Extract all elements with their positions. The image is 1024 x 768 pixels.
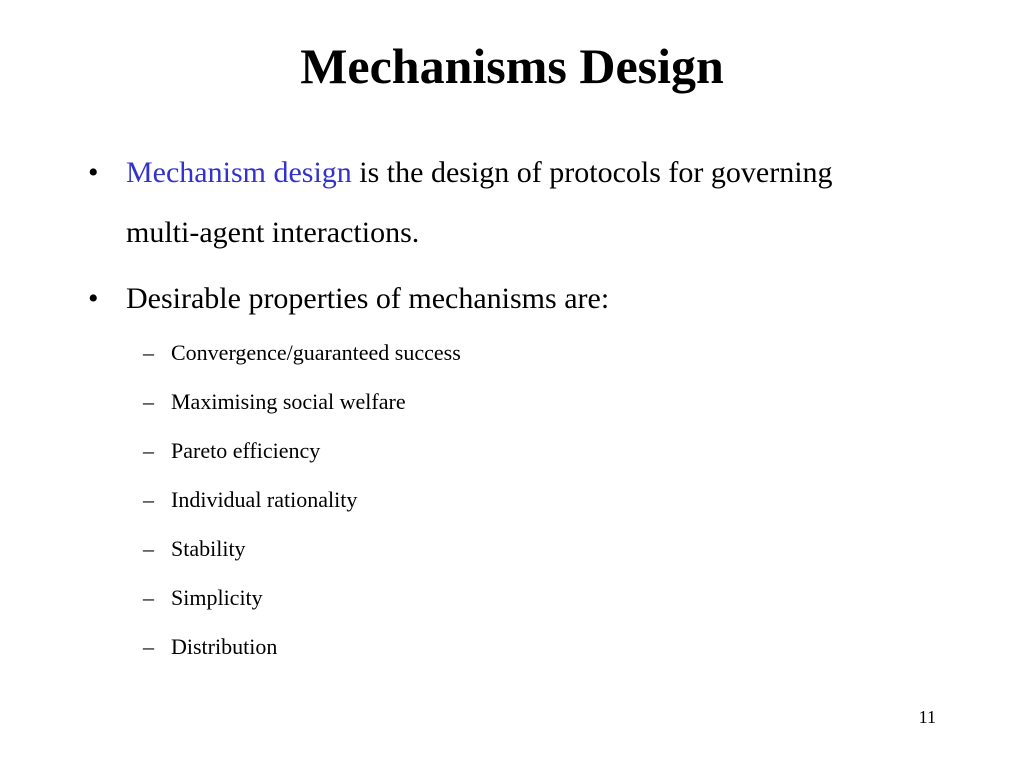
sub-item-text: Stability — [171, 536, 246, 561]
sub-item-text: Pareto efficiency — [171, 438, 321, 463]
page-number: 11 — [918, 707, 936, 727]
sub-item-text: Simplicity — [171, 585, 263, 610]
sub-item-text: Individual rationality — [171, 487, 358, 512]
sub-item-text: Distribution — [171, 634, 278, 659]
slide-title: Mechanisms Design — [300, 38, 724, 94]
bullet-text-line1: is the design of protocols for governing — [351, 156, 833, 189]
dash-marker: – — [143, 389, 154, 414]
highlighted-term: Mechanism design — [126, 156, 352, 189]
dash-marker: – — [143, 634, 154, 659]
dash-marker: – — [143, 438, 154, 463]
bullet-text-line2: multi-agent interactions. — [126, 216, 420, 249]
sub-item-text: Convergence/guaranteed success — [171, 340, 461, 365]
bullet-text — [126, 155, 833, 191]
dash-marker: – — [143, 487, 154, 512]
dash-marker: – — [143, 536, 154, 561]
dash-marker: – — [143, 585, 154, 610]
bullet-marker: • — [88, 282, 99, 315]
bullet-marker: • — [88, 156, 99, 189]
sub-item-text: Maximising social welfare — [171, 389, 406, 414]
dash-marker: – — [143, 340, 154, 365]
bullet-text: Desirable properties of mechanisms are: — [126, 282, 610, 315]
